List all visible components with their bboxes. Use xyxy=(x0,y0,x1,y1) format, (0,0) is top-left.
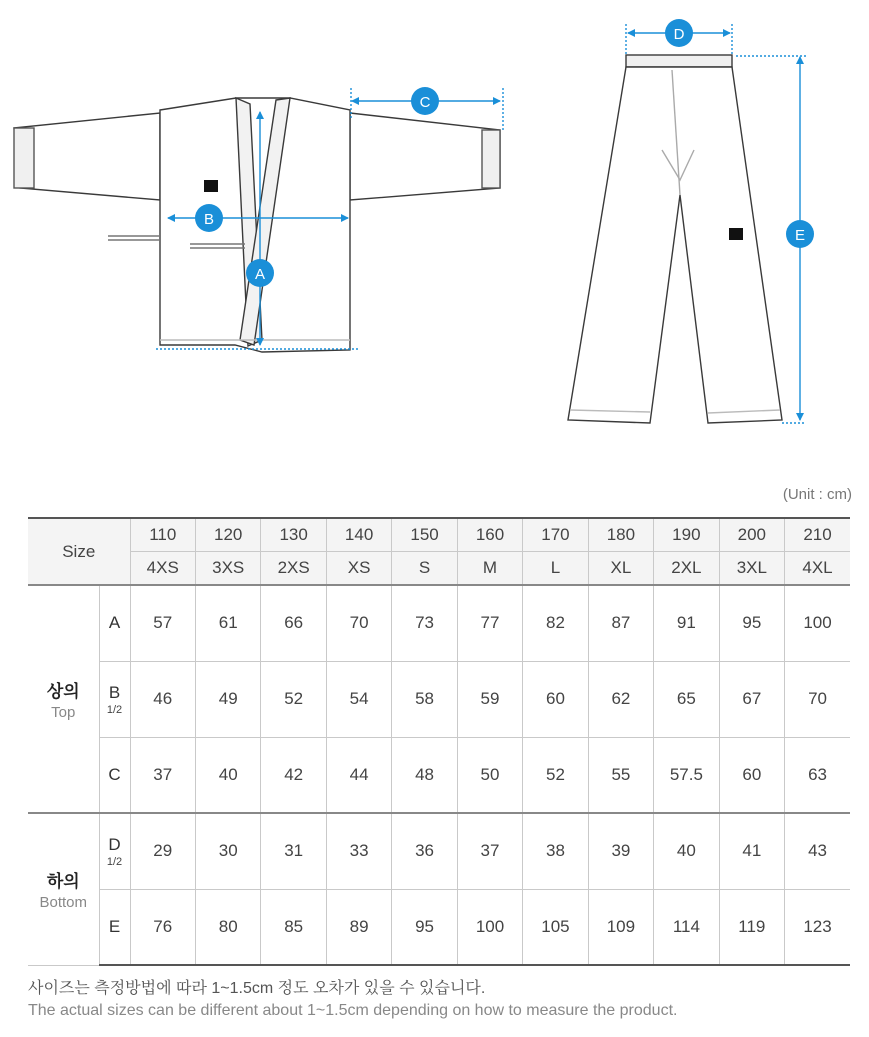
size-letter-cell: 2XS xyxy=(261,551,326,585)
value-cell: 73 xyxy=(392,585,457,661)
value-cell: 109 xyxy=(588,889,653,965)
marker-d xyxy=(665,19,693,47)
value-cell: 80 xyxy=(195,889,260,965)
size-number-cell: 170 xyxy=(523,518,588,551)
value-cell: 62 xyxy=(588,661,653,737)
value-cell: 95 xyxy=(719,585,784,661)
value-cell: 105 xyxy=(523,889,588,965)
value-cell: 52 xyxy=(523,737,588,813)
group-label-en: Bottom xyxy=(39,894,88,912)
size-letter-cell: 3XL xyxy=(719,551,784,585)
value-cell: 59 xyxy=(457,661,522,737)
value-cell: 60 xyxy=(719,737,784,813)
value-cell: 43 xyxy=(785,813,850,889)
value-cell: 65 xyxy=(654,661,719,737)
measure-key-cell xyxy=(99,813,130,889)
value-cell: 85 xyxy=(261,889,326,965)
top-group-label xyxy=(28,585,99,813)
value-cell: 41 xyxy=(719,813,784,889)
svg-text:A: A xyxy=(254,266,266,283)
group-label-ko: 하의 xyxy=(46,872,80,892)
value-cell: 61 xyxy=(195,585,260,661)
value-cell: 82 xyxy=(523,585,588,661)
value-cell: 57.5 xyxy=(654,737,719,813)
marker-b xyxy=(195,204,223,232)
measure-half-note: 1/2 xyxy=(106,703,123,716)
table-row xyxy=(28,737,850,813)
value-cell: 29 xyxy=(130,813,195,889)
table-row xyxy=(28,889,850,965)
bottom-group-label xyxy=(28,813,99,965)
value-cell: 91 xyxy=(654,585,719,661)
value-cell: 70 xyxy=(785,661,850,737)
value-cell: 70 xyxy=(326,585,391,661)
value-cell: 38 xyxy=(523,813,588,889)
value-cell: 52 xyxy=(261,661,326,737)
value-cell: 33 xyxy=(326,813,391,889)
svg-text:B: B xyxy=(203,211,215,228)
marker-e xyxy=(786,220,814,248)
measure-key-cell xyxy=(99,585,130,661)
value-cell: 50 xyxy=(457,737,522,813)
size-letter-cell: 4XL xyxy=(785,551,850,585)
value-cell: 31 xyxy=(261,813,326,889)
size-number-cell: 160 xyxy=(457,518,522,551)
svg-text:C: C xyxy=(419,94,431,111)
note-korean: 사이즈는 측정방법에 따라 1~1.5cm 정도 오차가 있을 수 있습니다. xyxy=(28,980,486,997)
pants-illustration xyxy=(568,55,782,423)
value-cell: 119 xyxy=(719,889,784,965)
value-cell: 89 xyxy=(326,889,391,965)
value-cell: 60 xyxy=(523,661,588,737)
size-number-cell: 210 xyxy=(785,518,850,551)
measure-half-note: 1/2 xyxy=(106,855,123,868)
measure-key-cell xyxy=(99,661,130,737)
value-cell: 63 xyxy=(785,737,850,813)
value-cell: 42 xyxy=(261,737,326,813)
unit-label: (Unit : cm) xyxy=(782,486,852,503)
value-cell: 40 xyxy=(654,813,719,889)
size-header: Size xyxy=(28,518,130,585)
value-cell: 58 xyxy=(392,661,457,737)
header-row-sizes xyxy=(28,518,850,551)
measure-key: C xyxy=(108,764,121,784)
size-letter-cell: 4XS xyxy=(130,551,195,585)
value-cell: 39 xyxy=(588,813,653,889)
size-letter-cell: L xyxy=(523,551,588,585)
value-cell: 40 xyxy=(195,737,260,813)
value-cell: 37 xyxy=(457,813,522,889)
size-number-cell: 150 xyxy=(392,518,457,551)
svg-text:E: E xyxy=(794,227,806,244)
measure-key: A xyxy=(108,613,121,633)
value-cell: 76 xyxy=(130,889,195,965)
measure-key: B xyxy=(108,682,121,702)
table-row xyxy=(28,585,850,661)
value-cell: 100 xyxy=(457,889,522,965)
measure-key-cell xyxy=(99,737,130,813)
value-cell: 77 xyxy=(457,585,522,661)
value-cell: 87 xyxy=(588,585,653,661)
value-cell: 37 xyxy=(130,737,195,813)
value-cell: 36 xyxy=(392,813,457,889)
garment-diagram xyxy=(0,0,869,470)
group-label-en: Top xyxy=(51,704,76,721)
measure-key-cell xyxy=(99,889,130,965)
size-number-cell: 200 xyxy=(719,518,784,551)
note-english: The actual sizes can be different about 1~1.5cm depending on how to measure the product. xyxy=(28,1002,678,1019)
size-number-cell: 140 xyxy=(326,518,391,551)
jacket-illustration xyxy=(14,98,500,352)
header-row-letters xyxy=(28,551,850,585)
value-cell: 95 xyxy=(392,889,457,965)
table-row xyxy=(28,813,850,889)
size-number-cell: 180 xyxy=(588,518,653,551)
value-cell: 66 xyxy=(261,585,326,661)
measure-key: E xyxy=(108,916,121,936)
value-cell: 57 xyxy=(130,585,195,661)
size-letter-cell: XL xyxy=(588,551,653,585)
value-cell: 54 xyxy=(326,661,391,737)
value-cell: 100 xyxy=(785,585,850,661)
svg-text:D: D xyxy=(673,26,685,43)
value-cell: 48 xyxy=(392,737,457,813)
value-cell: 46 xyxy=(130,661,195,737)
size-letter-cell: 2XL xyxy=(654,551,719,585)
marker-a xyxy=(246,259,274,287)
size-letter-cell: 3XS xyxy=(195,551,260,585)
size-number-cell: 130 xyxy=(261,518,326,551)
size-letter-cell: S xyxy=(392,551,457,585)
table-row xyxy=(28,661,850,737)
group-label-ko: 상의 xyxy=(46,682,80,701)
size-letter-cell: XS xyxy=(326,551,391,585)
size-number-cell: 110 xyxy=(130,518,195,551)
value-cell: 44 xyxy=(326,737,391,813)
size-number-cell: 120 xyxy=(195,518,260,551)
value-cell: 55 xyxy=(588,737,653,813)
value-cell: 30 xyxy=(195,813,260,889)
value-cell: 123 xyxy=(785,889,850,965)
marker-c xyxy=(411,87,439,115)
size-table xyxy=(28,517,850,966)
size-letter-cell: M xyxy=(457,551,522,585)
measure-key: D xyxy=(108,834,121,854)
value-cell: 67 xyxy=(719,661,784,737)
size-number-cell: 190 xyxy=(654,518,719,551)
value-cell: 114 xyxy=(654,889,719,965)
value-cell: 49 xyxy=(195,661,260,737)
